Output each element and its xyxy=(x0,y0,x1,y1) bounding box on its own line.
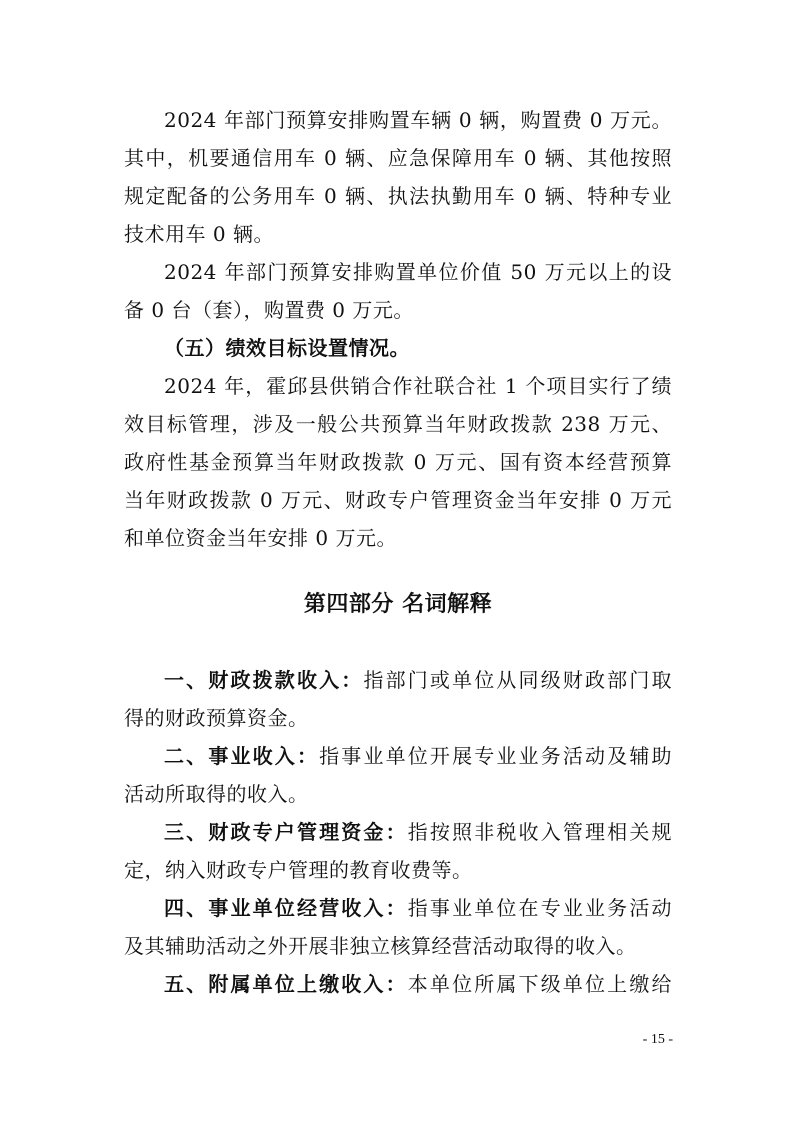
paragraph-line: 备 0 台（套），购置费 0 万元。 xyxy=(124,298,414,322)
term-line xyxy=(164,970,672,998)
term-text: 指部门或单位从同级财政部门取 xyxy=(363,668,672,692)
term-label: 二、事业收入： xyxy=(164,744,320,768)
paragraph-line: 和单位资金当年安排 0 万元。 xyxy=(124,526,397,550)
term-line: 定，纳入财政专户管理的教育收费等。 xyxy=(124,858,473,882)
term-label: 三、财政专户管理资金： xyxy=(164,820,408,844)
paragraph-line: 技术用车 0 辆。 xyxy=(124,222,274,246)
term-line xyxy=(164,666,672,694)
term-label: 一、财政拨款收入： xyxy=(164,668,364,692)
term-text: 本单位所属下级单位上缴给 xyxy=(407,972,672,996)
paragraph-line: 效目标管理，涉及一般公共预算当年财政拨款 238 万元、 xyxy=(124,412,672,436)
term-text: 指事业单位开展专业业务活动及辅助 xyxy=(319,744,672,768)
part-heading: 第四部分 名词解释 xyxy=(303,592,493,617)
term-label: 五、附属单位上缴收入： xyxy=(164,972,408,996)
paragraph-line: 其中，机要通信用车 0 辆、应急保障用车 0 辆、其他按照 xyxy=(124,146,672,170)
term-line xyxy=(164,742,672,770)
term-label: 四、事业单位经营收入： xyxy=(164,896,408,920)
paragraph-line: 规定配备的公务用车 0 辆、执法执勤用车 0 辆、特种专业 xyxy=(124,184,672,208)
page-number: - 15 - xyxy=(642,1032,673,1047)
term-line xyxy=(164,818,672,846)
term-text: 指事业单位在专业业务活动 xyxy=(407,896,672,920)
term-line: 及其辅助活动之外开展非独立核算经营活动取得的收入。 xyxy=(124,934,637,958)
paragraph-line: 政府性基金预算当年财政拨款 0 万元、国有资本经营预算 xyxy=(124,450,672,474)
paragraph-line: 2024 年，霍邱县供销合作社联合社 1 个项目实行了绩 xyxy=(164,374,672,398)
term-line xyxy=(164,894,672,922)
term-line: 得的财政预算资金。 xyxy=(124,706,309,730)
paragraph-line: 2024 年部门预算安排购置单位价值 50 万元以上的设 xyxy=(164,260,672,284)
section-title: （五）绩效目标设置情况。 xyxy=(164,336,410,360)
term-text: 指按照非税收入管理相关规 xyxy=(407,820,672,844)
term-line: 活动所取得的收入。 xyxy=(124,782,309,806)
paragraph-line: 当年财政拨款 0 万元、财政专户管理资金当年安排 0 万元 xyxy=(124,488,672,512)
paragraph-line: 2024 年部门预算安排购置车辆 0 辆，购置费 0 万元。 xyxy=(164,108,672,132)
